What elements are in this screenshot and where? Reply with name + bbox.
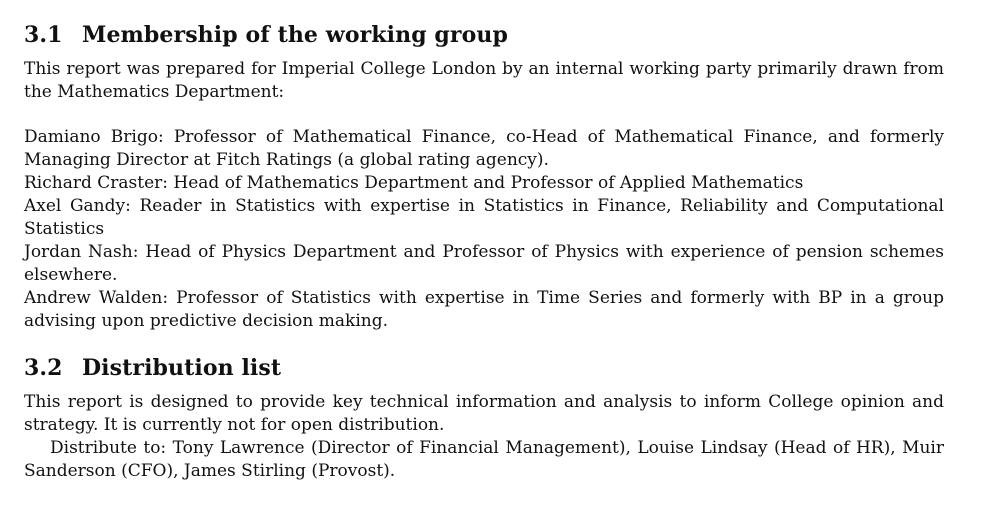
- member-entry: Richard Craster: Head of Mathematics Department and Professor of Applied Mathematics: [24, 173, 804, 193]
- section-heading-distribution: [24, 353, 944, 383]
- section-number: 3.2: [24, 355, 63, 381]
- member-list: [24, 126, 944, 333]
- distribution-body: This report is designed to provide key technical information and analysis to inform College opinion and strategy. It is currently not for open distribution.: [24, 392, 944, 435]
- member-entry: Damiano Brigo: Professor of Mathematical Finance, co-Head of Mathematical Finance, and formerly Managing Director at Fitch Ratings (a global rating agency).: [24, 127, 944, 170]
- document-page: [24, 20, 944, 483]
- member-entry: Axel Gandy: Reader in Statistics with expertise in Statistics in Finance, Reliability and Computational Statistics: [24, 196, 944, 239]
- section-number: 3.1: [24, 22, 63, 48]
- section-heading-membership: [24, 20, 944, 50]
- section-title: Membership of the working group: [82, 22, 508, 48]
- member-entry: Jordan Nash: Head of Physics Department and Professor of Physics with experience of pension schemes elsewhere.: [24, 242, 944, 285]
- section-title: Distribution list: [82, 355, 282, 381]
- membership-intro: This report was prepared for Imperial College London by an internal working party primarily drawn from the Mathematics Department:: [24, 59, 944, 102]
- distribution-recipients: Distribute to: Tony Lawrence (Director of Financial Management), Louise Lindsay (Head of HR), Muir Sanderson (CFO), James Stirling (Provost).: [24, 438, 944, 481]
- member-entry: Andrew Walden: Professor of Statistics with expertise in Time Series and formerly with BP in a group advising upon predictive decision making.: [24, 288, 944, 331]
